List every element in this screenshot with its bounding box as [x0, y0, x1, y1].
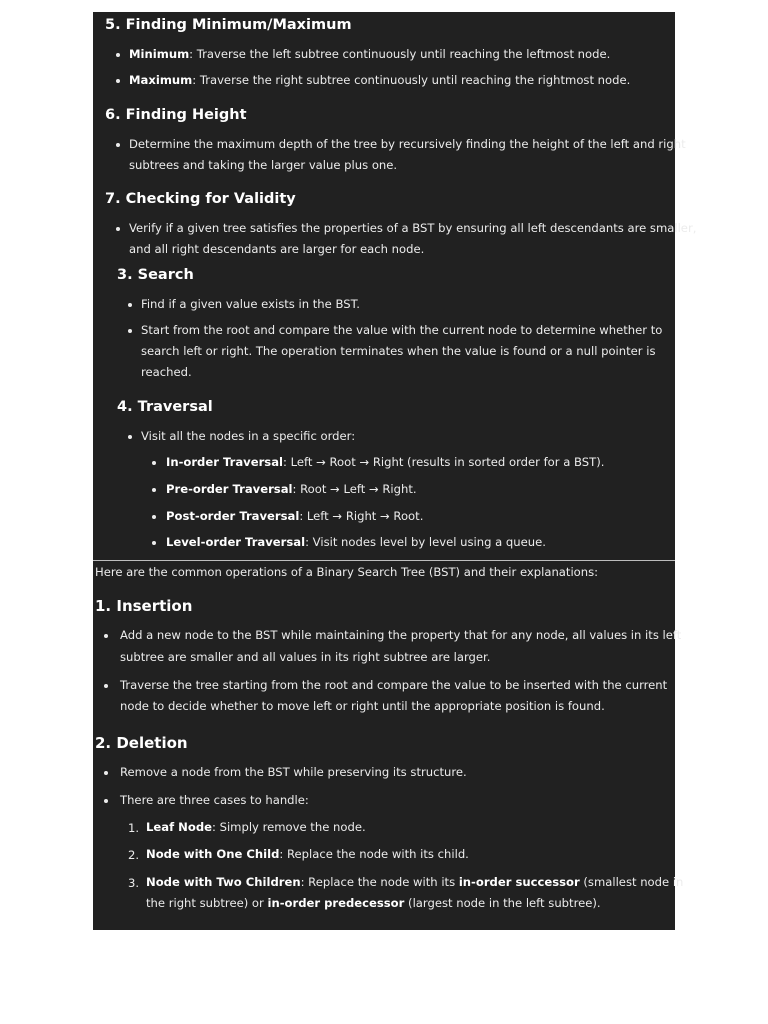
heading-finding-min-max: 5. Finding Minimum/Maximum [105, 17, 352, 33]
heading-checking-validity: 7. Checking for Validity [105, 191, 296, 207]
list-item-traversal-intro: Visit all the nodes in a specific order: [141, 429, 356, 443]
bullet-icon [116, 53, 120, 57]
bullet-icon [152, 488, 156, 492]
list-item-height-line1: Determine the maximum depth of the tree by recursively finding the height of the left and right [129, 137, 686, 151]
list-item-height-line2: subtrees and taking the larger value plus one. [129, 158, 398, 172]
list-item-search-1: Find if a given value exists in the BST. [141, 297, 360, 311]
case-two-children-line1: Node with Two Children: Replace the node with its in-order successor (smallest node in [146, 875, 684, 889]
case-one-child: Node with One Child: Replace the node with its child. [146, 847, 469, 861]
bullet-icon [152, 541, 156, 545]
bullet-icon [116, 227, 120, 231]
list-item-minimum: Minimum: Traverse the left subtree continuously until reaching the leftmost node. [129, 47, 611, 61]
heading-search: 3. Search [117, 267, 194, 283]
bullet-icon [116, 79, 120, 83]
bullet-icon [152, 515, 156, 519]
bullet-icon [116, 143, 120, 147]
intro-paragraph: Here are the common operations of a Binary Search Tree (BST) and their explanations: [95, 565, 599, 579]
case-leaf-node: Leaf Node: Simply remove the node. [146, 820, 366, 834]
list-item-insertion-2-line1: Traverse the tree starting from the root and compare the value to be inserted with the current [120, 678, 668, 692]
bullet-icon [152, 461, 156, 465]
bullet-icon [128, 435, 132, 439]
list-item-inorder: In-order Traversal: Left → Root → Right (results in sorted order for a BST). [166, 455, 605, 469]
heading-traversal: 4. Traversal [117, 399, 213, 415]
bullet-icon [104, 684, 108, 688]
list-item-validity-line2: and all right descendants are larger for each node. [129, 242, 425, 256]
top-content-panel [93, 12, 675, 560]
list-item-validity-line1: Verify if a given tree satisfies the properties of a BST by ensuring all left descendants are smaller, [129, 221, 697, 235]
list-item-deletion-1: Remove a node from the BST while preserving its structure. [120, 765, 467, 779]
heading-insertion: 1. Insertion [95, 597, 193, 615]
list-item-deletion-2: There are three cases to handle: [120, 793, 309, 807]
case-number: 1. [128, 821, 140, 835]
list-item-postorder: Post-order Traversal: Left → Right → Root. [166, 509, 424, 523]
heading-finding-height: 6. Finding Height [105, 107, 247, 123]
bullet-icon [104, 771, 108, 775]
bullet-icon [128, 329, 132, 333]
list-item-insertion-1-line2: subtree are smaller and all values in its right subtree are larger. [120, 650, 491, 664]
bullet-icon [128, 303, 132, 307]
list-item-insertion-2-line2: node to decide whether to move left or right until the appropriate position is found. [120, 699, 605, 713]
case-two-children-line2: the right subtree) or in-order predecessor (largest node in the left subtree). [146, 896, 601, 910]
list-item-search-2-line1: Start from the root and compare the value with the current node to determine whether to [141, 323, 663, 337]
case-number: 3. [128, 876, 140, 890]
bullet-icon [104, 799, 108, 803]
list-item-search-2-line2: search left or right. The operation terminates when the value is found or a null pointer is [141, 344, 656, 358]
heading-deletion: 2. Deletion [95, 734, 188, 752]
list-item-insertion-1-line1: Add a new node to the BST while maintaining the property that for any node, all values in its left [120, 628, 682, 642]
list-item-preorder: Pre-order Traversal: Root → Left → Right. [166, 482, 417, 496]
case-number: 2. [128, 848, 140, 862]
list-item-levelorder: Level-order Traversal: Visit nodes level by level using a queue. [166, 535, 546, 549]
bullet-icon [104, 634, 108, 638]
list-item-maximum: Maximum: Traverse the right subtree continuously until reaching the rightmost node. [129, 73, 631, 87]
list-item-search-2-line3: reached. [141, 365, 192, 379]
